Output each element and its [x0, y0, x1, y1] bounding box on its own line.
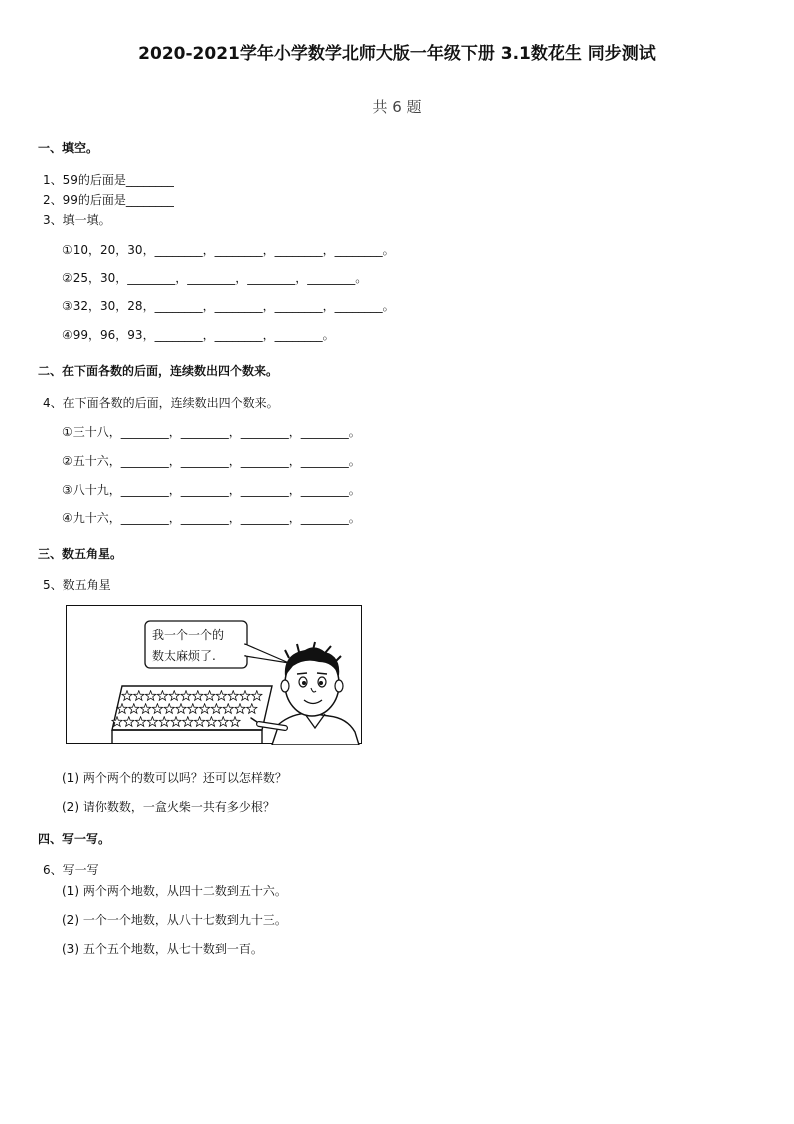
- question-4-line-4: ④九十六，________，________，________，________。: [62, 511, 361, 525]
- bubble-line-2: 数太麻烦了.: [152, 649, 216, 663]
- question-3-line-2: ②25，30，________，________，________，________。: [62, 271, 368, 285]
- question-count: 共 6 题: [372, 98, 422, 116]
- question-6-part-3: (3) 五个五个地数，从七十数到一百。: [62, 942, 263, 956]
- question-1: 1、59的后面是________: [43, 173, 174, 187]
- star-tray: [112, 686, 272, 744]
- page-title: 2020-2021学年小学数学北师大版一年级下册 3.1数花生 同步测试: [138, 44, 656, 64]
- star-counting-illustration: [66, 605, 362, 744]
- question-3-line-1: ①10，20，30，________，________，________，________。: [62, 243, 395, 257]
- question-4-line-1: ①三十八，________，________，________，________。: [62, 425, 361, 439]
- question-5-stem: 5、数五角星: [43, 578, 111, 592]
- question-3-line-4: ④99，96，93，________，________，________。: [62, 328, 335, 342]
- question-4-line-3: ③八十九，________，________，________，________。: [62, 483, 361, 497]
- bubble-line-1: 我一个一个的: [152, 628, 225, 642]
- section-heading-1: 一、填空。: [38, 141, 99, 155]
- question-6-part-1: (1) 两个两个地数，从四十二数到五十六。: [62, 884, 287, 898]
- section-heading-3: 三、数五角星。: [38, 547, 123, 561]
- question-4-stem: 4、在下面各数的后面，连续数出四个数来。: [43, 396, 279, 410]
- question-6-part-2: (2) 一个一个地数，从八十七数到九十三。: [62, 913, 287, 927]
- question-5-part-1: (1) 两个两个的数可以吗？还可以怎样数？: [62, 771, 287, 785]
- question-5-part-2: (2) 请你数数，一盒火柴一共有多少根？: [62, 800, 275, 814]
- section-heading-2: 二、在下面各数的后面，连续数出四个数来。: [38, 364, 279, 378]
- question-4-line-2: ②五十六，________，________，________，________。: [62, 454, 361, 468]
- question-3-line-3: ③32，30，28，________，________，________，________。: [62, 299, 395, 313]
- question-2: 2、99的后面是________: [43, 193, 174, 207]
- section-heading-4: 四、写一写。: [38, 832, 111, 846]
- question-6-stem: 6、写一写: [43, 863, 99, 877]
- question-3-stem: 3、填一填。: [43, 213, 111, 227]
- speech-bubble: [145, 621, 289, 668]
